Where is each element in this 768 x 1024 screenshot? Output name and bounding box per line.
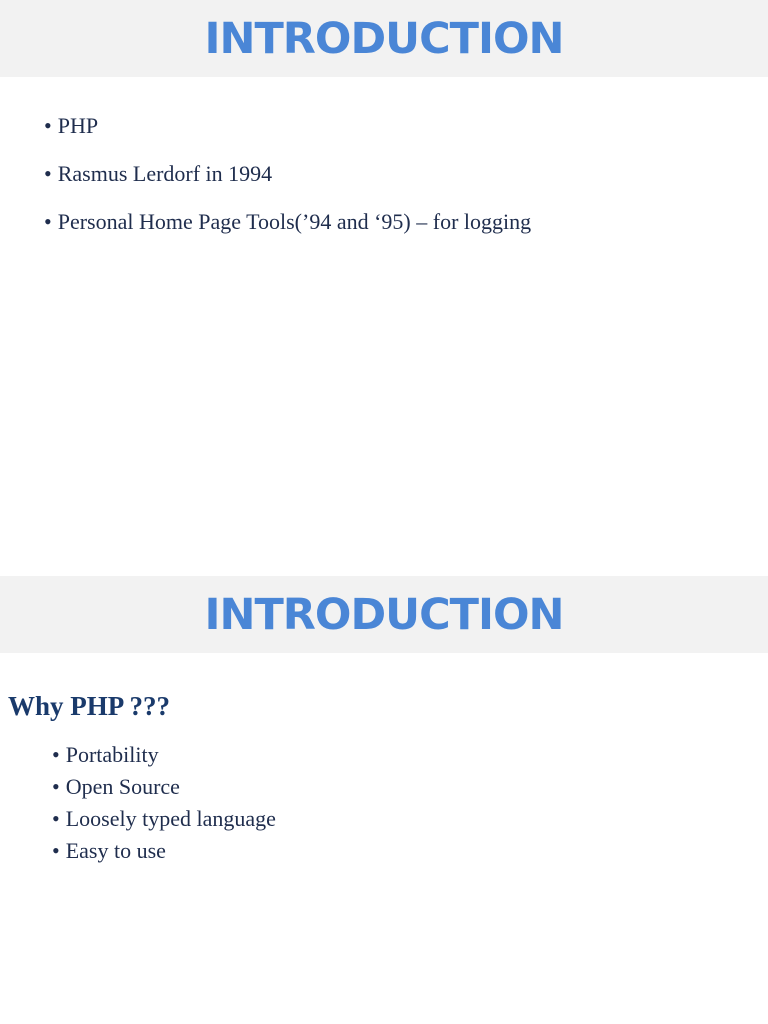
- slide-2: [0, 576, 768, 1024]
- bullet-dot: •: [44, 113, 52, 138]
- slide-title: INTRODUCTION: [204, 14, 564, 64]
- slide-title: INTRODUCTION: [204, 590, 564, 640]
- slide-subtitle: Why PHP ???: [8, 691, 171, 721]
- slide-title-band: [0, 576, 768, 653]
- bullet-text: Portability: [65, 742, 159, 767]
- bullet-item: [52, 741, 159, 769]
- bullet-item: [52, 773, 180, 801]
- bullet-dot: •: [52, 774, 60, 799]
- bullet-text: Easy to use: [65, 838, 166, 863]
- bullet-item: [44, 208, 531, 236]
- bullet-dot: •: [44, 161, 52, 186]
- bullet-dot: •: [52, 806, 60, 831]
- bullet-item: [44, 160, 272, 188]
- bullet-item: [52, 805, 276, 833]
- bullet-dot: •: [52, 742, 60, 767]
- bullet-text: PHP: [57, 113, 99, 138]
- bullet-text: Personal Home Page Tools(’94 and ‘95) – for logging: [57, 209, 532, 234]
- bullet-text: Loosely typed language: [65, 806, 276, 831]
- bullet-item: [52, 837, 166, 865]
- bullet-dot: •: [44, 209, 52, 234]
- slide-title-band: [0, 0, 768, 77]
- bullet-text: Rasmus Lerdorf in 1994: [57, 161, 273, 186]
- bullet-item: [44, 112, 98, 140]
- bullet-dot: •: [52, 838, 60, 863]
- bullet-text: Open Source: [65, 774, 180, 799]
